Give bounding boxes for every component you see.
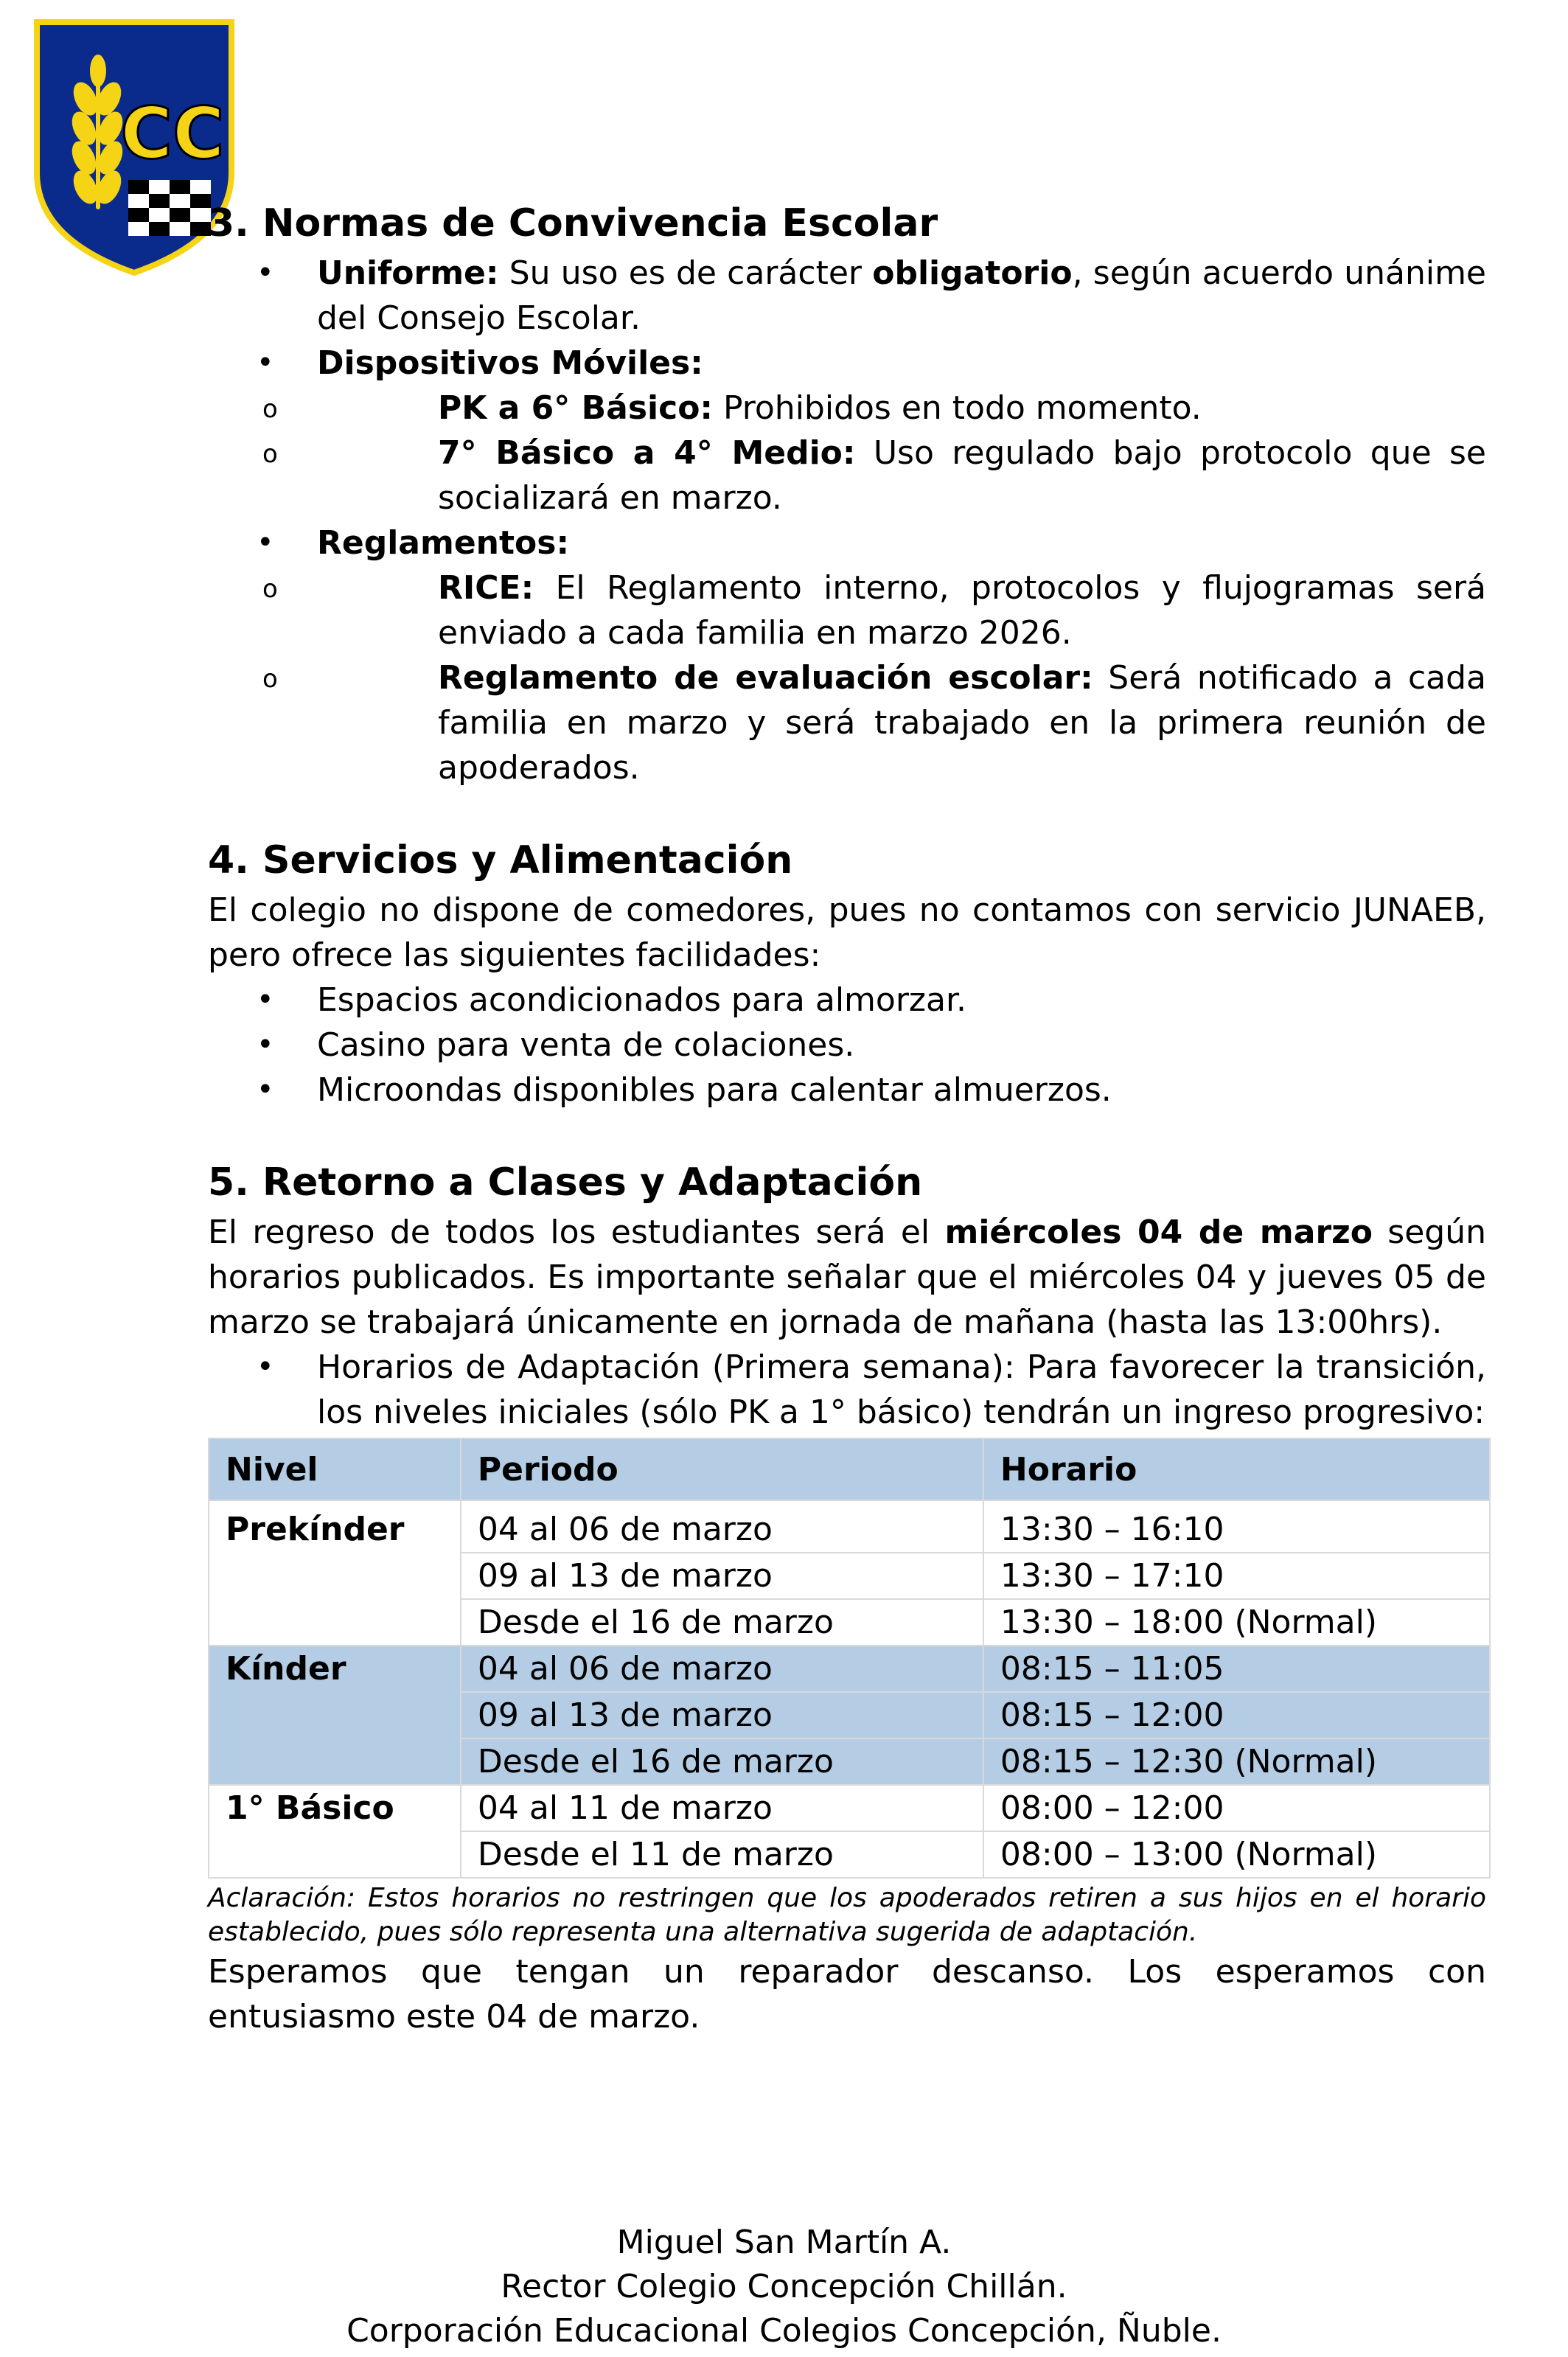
section-3-list-b [208,521,1486,565]
period-cell: Desde el 11 de marzo [461,1831,983,1878]
list-item: • Horarios de Adaptación (Primera semana): Para favorecer la transición, los niveles iniciales (sólo PK a 1° básico) tendrán un ingreso progresivo: [208,1345,1486,1435]
dispositivos-item [208,341,1486,386]
table-row [209,1785,1490,1831]
uniforme-label: Uniforme: [317,254,499,292]
list-item: • Casino para venta de colaciones. [208,1023,1486,1068]
uniforme-item [208,251,1486,341]
period-cell: 09 al 13 de marzo [461,1553,983,1599]
document-body [208,196,1486,2039]
intro-bold: miércoles 04 de marzo [944,1214,1373,1251]
intro-text-b: según horarios publicados. Es importante señalar que el miércoles 04 y jueves 05 de marzo se trabajará únicamente en jornada de mañana (hasta las 13:00hrs). [208,1214,1486,1341]
logo-letters: CC [120,92,225,175]
signatory-organization: Corporación Educacional Colegios Concepción, Ñuble. [346,2312,1222,2350]
subitem-text: El Reglamento interno, protocolos y flujogramas será enviado a cada familia en marzo 2026. [438,569,1486,652]
dispositivos-subitem [208,431,1486,521]
column-header: Horario [983,1438,1490,1500]
signature-block [0,2221,1568,2353]
schedule-cell: 08:00 – 12:00 [983,1785,1490,1831]
schedule-cell: 08:15 – 12:30 (Normal) [983,1738,1490,1785]
period-cell: Desde el 16 de marzo [461,1599,983,1646]
schedule-cell: 13:30 – 16:10 [983,1500,1490,1553]
level-cell: Prekínder [209,1500,461,1646]
period-cell: 09 al 13 de marzo [461,1692,983,1738]
subitem-label: 7° Básico a 4° Medio: [438,434,856,472]
dispositivos-subitem [208,386,1486,431]
reglamentos-item [208,521,1486,565]
reglamentos-subitem [208,565,1486,655]
schedule-cell: 13:30 – 17:10 [983,1553,1490,1599]
schedule-cell: 08:15 – 11:05 [983,1646,1490,1692]
table-header-row [209,1438,1490,1500]
section-4-heading: 4. Servicios y Alimentación [208,838,793,882]
checkered-flag-icon [128,180,211,236]
period-cell: 04 al 06 de marzo [461,1646,983,1692]
signatory-role: Rector Colegio Concepción Chillán. [501,2268,1067,2305]
closing-text: Esperamos que tengan un reparador descanso. Los esperamos con entusiasmo este 04 de marzo. [208,1953,1486,2036]
clarification-note: Aclaración: Estos horarios no restringen que los apoderados retiren a sus hijos en el horario establecido, pues sólo representa una alternativa sugerida de adaptación. [208,1883,1486,1947]
schedule-cell: 08:00 – 13:00 (Normal) [983,1831,1490,1878]
reglamentos-label: Reglamentos: [317,524,570,562]
schedule-cell: 08:15 – 12:00 [983,1692,1490,1738]
schedule-table [208,1438,1491,1879]
level-cell: Kínder [209,1646,461,1785]
period-cell: 04 al 11 de marzo [461,1785,983,1831]
uniforme-text-b: , según acuerdo unánime del Consejo Escolar. [317,254,1486,337]
period-cell: 04 al 06 de marzo [461,1500,983,1553]
schedule-cell: 13:30 – 18:00 (Normal) [983,1599,1490,1646]
subitem-label: Reglamento de evaluación escolar: [438,659,1093,697]
table-row [209,1646,1490,1692]
section-5-heading: 5. Retorno a Clases y Adaptación [208,1160,923,1205]
section-3-heading: 3. Normas de Convivencia Escolar [208,201,938,246]
subitem-text: Prohibidos en todo momento. [713,389,1202,427]
reglamentos-sublist [208,565,1486,790]
reglamentos-subitem [208,655,1486,790]
subitem-text: Será notificado a cada familia en marzo y será trabajado en la primera reunión de apoderados. [438,659,1487,787]
signatory-name: Miguel San Martín A. [616,2224,952,2261]
section-4-intro: El colegio no dispone de comedores, pues no contamos con servicio JUNAEB, pero ofrece las siguientes facilidades: [208,891,1486,974]
column-header: Nivel [209,1438,461,1500]
subitem-label: RICE: [438,569,534,607]
dispositivos-label: Dispositivos Móviles: [317,344,703,382]
subitem-text: Uso regulado bajo protocolo que se socializará en marzo. [438,434,1486,517]
table-row [209,1500,1490,1553]
section-5-list [208,1345,1486,1435]
section-3-list [208,251,1486,386]
section-5-intro [208,1210,1486,1345]
level-cell: 1° Básico [209,1785,461,1878]
uniforme-text-a: Su uso es de carácter [498,254,873,292]
list-item: • Microondas disponibles para calentar almuerzos. [208,1068,1486,1113]
school-shield-logo [32,18,236,277]
subitem-label: PK a 6° Básico: [438,389,714,427]
list-item: • Espacios acondicionados para almorzar. [208,978,1486,1023]
dispositivos-sublist [208,386,1486,521]
column-header: Periodo [461,1438,983,1500]
section-4-list [208,978,1486,1113]
period-cell: Desde el 16 de marzo [461,1738,983,1785]
uniforme-bold: obligatorio [872,254,1073,292]
intro-text-a: El regreso de todos los estudiantes será el [208,1214,945,1251]
